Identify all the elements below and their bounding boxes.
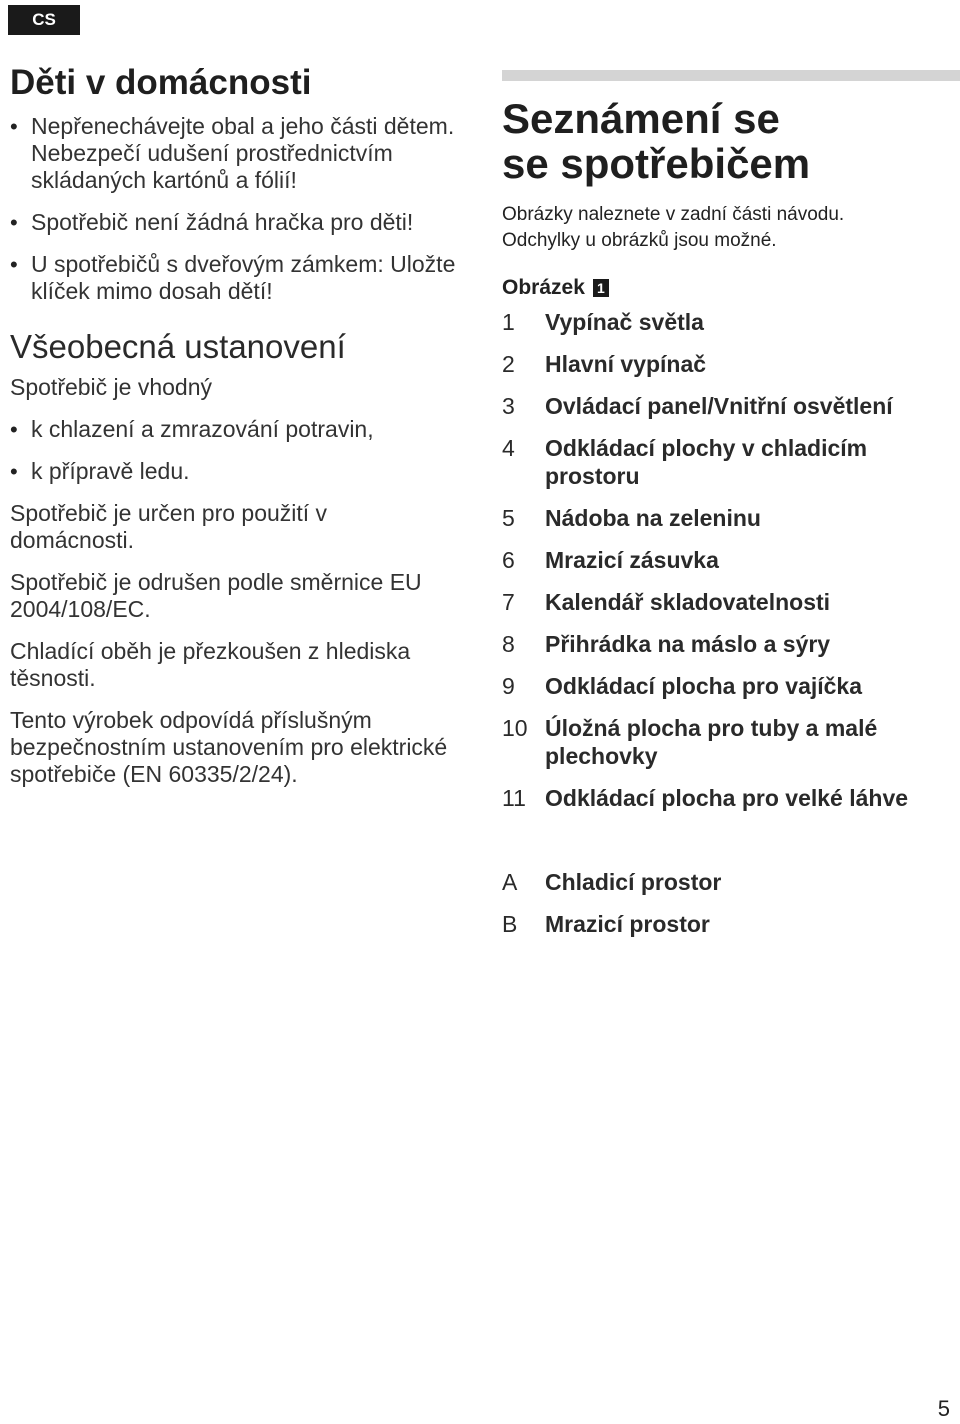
general-paragraph: Tento výrobek odpovídá příslušným bezpečnostním ustanovením pro elektrické spotřebiče (EN 60335/2/24).: [10, 707, 448, 787]
part-label: Vypínač světla: [545, 309, 704, 335]
part-number: 7: [502, 589, 515, 615]
list-item: [502, 630, 960, 658]
list-item: [502, 308, 960, 336]
part-label: Hlavní vypínač: [545, 351, 707, 377]
zone-letter: A: [502, 869, 518, 895]
intro-section-title: [502, 96, 960, 186]
part-number: 10: [502, 715, 528, 741]
left-column: [10, 62, 480, 788]
list-item: [502, 784, 960, 812]
list-item: [502, 672, 960, 700]
list-item: [502, 392, 960, 420]
zone-label: Mrazicí prostor: [545, 911, 710, 937]
right-column: [502, 70, 960, 938]
general-paragraph: Spotřebič je odrušen podle směrnice EU 2004/108/EC.: [10, 569, 422, 622]
list-item: • U spotřebičů s dveřovým zámkem: Uložte klíček mimo dosah dětí!: [10, 251, 480, 305]
part-label: Kalendář skladovatelnosti: [545, 589, 831, 615]
part-label: Ovládací panel/Vnitřní osvětlení: [545, 393, 893, 419]
intro-title-line1: Seznámení se: [502, 95, 780, 142]
part-number: 11: [502, 785, 526, 811]
list-item: • k přípravě ledu.: [10, 458, 480, 485]
section-rule: [502, 70, 960, 81]
figure-number-box: 1: [593, 279, 609, 297]
children-bullet-list: [10, 113, 480, 305]
zone-letter: B: [502, 911, 518, 937]
part-label: Nádoba na zeleninu: [545, 505, 761, 531]
intro-title-line2: se spotřebičem: [502, 140, 811, 187]
list-item: [502, 714, 960, 770]
figures-note: [502, 202, 960, 254]
list-item: [502, 350, 960, 378]
general-section-title: Všeobecná ustanovení: [10, 328, 346, 365]
figure-label-text: Obrázek: [502, 276, 585, 299]
list-item: • Nepřenechávejte obal a jeho části dětem. Nebezpečí udušení prostřednictvím skládaných kartónů a fólií!: [10, 113, 480, 194]
figures-note-line2: Odchylky u obrázků jsou možné.: [502, 230, 777, 251]
list-item: • Spotřebič není žádná hračka pro děti!: [10, 209, 480, 236]
part-number: 2: [502, 351, 515, 377]
list-item: [502, 868, 960, 896]
part-number: 1: [502, 309, 515, 335]
zone-label: Chladicí prostor: [545, 869, 722, 895]
part-label: Odkládací plocha pro vajíčka: [545, 673, 863, 699]
list-item: [502, 546, 960, 574]
general-paragraph: Chladící oběh je přezkoušen z hlediska těsnosti.: [10, 638, 411, 691]
general-paragraph: Spotřebič je určen pro použití v domácnosti.: [10, 500, 328, 553]
part-number: 8: [502, 631, 515, 657]
part-label: Odkládací plocha pro velké láhve: [545, 785, 909, 811]
general-bullet-list: [10, 416, 480, 485]
part-label: Přihrádka na máslo a sýry: [545, 631, 831, 657]
part-number: 5: [502, 505, 515, 531]
part-label: Odkládací plochy v chladicím prostoru: [545, 435, 868, 489]
list-item: [502, 434, 960, 490]
part-number: 9: [502, 673, 515, 699]
language-badge: CS: [8, 5, 80, 35]
page-number: 5: [937, 1396, 950, 1421]
part-label: Mrazicí zásuvka: [545, 547, 719, 573]
part-label: Úložná plocha pro tuby a malé plechovky: [545, 715, 878, 769]
zones-list: [502, 868, 960, 938]
list-item: • k chlazení a zmrazování potravin,: [10, 416, 480, 443]
parts-list: [502, 308, 960, 812]
general-intro: Spotřebič je vhodný: [10, 374, 213, 400]
figures-note-line1: Obrázky naleznete v zadní části návodu.: [502, 204, 845, 225]
list-item: [502, 910, 960, 938]
list-item: [502, 504, 960, 532]
children-section-title: Děti v domácnosti: [10, 63, 312, 102]
list-item: [502, 588, 960, 616]
figure-label: [502, 276, 960, 300]
part-number: 3: [502, 393, 515, 419]
part-number: 4: [502, 435, 515, 461]
part-number: 6: [502, 547, 515, 573]
